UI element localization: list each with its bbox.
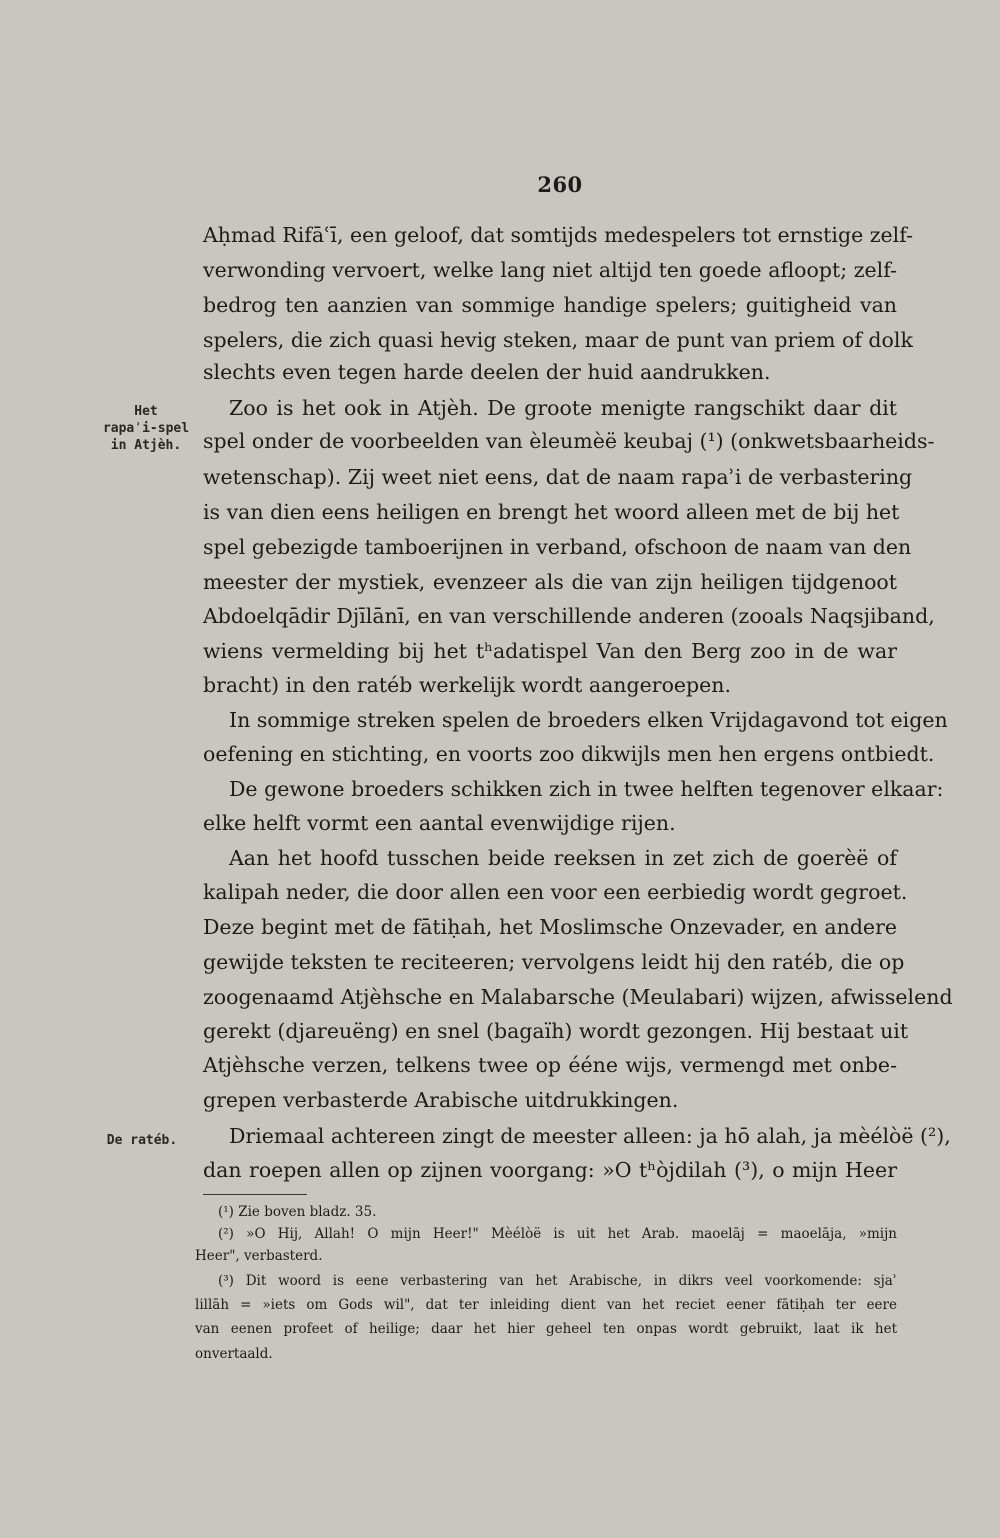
text-line: De gewone broeders schikken zich in twee helften tegenover elkaar: (229, 777, 944, 801)
text-line: spel onder de voorbeelden van èleumèë keubaj (¹) (onkwetsbaarheids- (203, 429, 935, 453)
text-line: wiens vermelding bij het tʰadatispel Van den Berg zoo in de war (203, 639, 897, 663)
text-line: gewijde teksten te reciteeren; vervolgens leidt hij den ratéb, die op (203, 950, 905, 974)
text-line: zoogenaamd Atjèhsche en Malabarsche (Meulabari) wijzen, afwisselend (203, 985, 953, 1009)
footnote-line: Heer", verbasterd. (195, 1248, 323, 1264)
footnote-divider (203, 1194, 307, 1195)
text-line: Driemaal achtereen zingt de meester alleen: ja hō alah, ja mèélòë (²), (229, 1124, 951, 1148)
text-line: Abdoelqādir Djīlānī, en van verschillende anderen (zooals Naqsjiband, (203, 604, 935, 628)
text-line: Deze begint met de fātiḥah, het Moslimsche Onzevader, en andere (203, 915, 897, 939)
text-line: bedrog ten aanzien van sommige handige spelers; guitigheid van (203, 293, 897, 317)
text-line: wetenschap). Zij weet niet eens, dat de naam rapaʾi de verbastering (203, 465, 913, 489)
text-line: meester der mystiek, evenzeer als die van zijn heiligen tijdgenoot (203, 570, 897, 594)
footnote-line: (³) Dit woord is eene verbastering van het Arabische, in dikrs veel voorkomende: sjaʾ (218, 1273, 897, 1289)
text-line: Aḥmad Rifāʿī, een geloof, dat somtijds medespelers tot ernstige zelf- (203, 223, 914, 247)
text-line: dan roepen allen op zijnen voorgang: »O tʰòjdilah (³), o mijn Heer (203, 1158, 897, 1182)
text-line: is van dien eens heiligen en brengt het woord alleen met de bij het (203, 500, 900, 524)
footnote-line: lillāh = »iets om Gods wil", dat ter inleiding dient van het reciet eener fātiḥah ter eere (195, 1297, 897, 1313)
text-line: spel gebezigde tamboerijnen in verband, ofschoon de naam van den (203, 535, 912, 559)
text-line: kalipah neder, die door allen een voor een eerbiedig wordt gegroet. (203, 880, 908, 904)
text-line: In sommige streken spelen de broeders elken Vrijdagavond tot eigen (229, 708, 948, 732)
margin-note-rapai (96, 403, 196, 454)
text-line: Atjèhsche verzen, telkens twee op ééne wijs, vermengd met onbe- (203, 1053, 897, 1077)
margin-note-line: rapaʾi-spel (102, 421, 190, 436)
text-line: oefening en stichting, en voorts zoo dikwijls men hen ergens ontbiedt. (203, 742, 935, 766)
footnote-line: (²) »O Hij, Allah! O mijn Heer!" Mèélòë is uit het Arab. maoelāj = maoelāja, »mijn (218, 1226, 897, 1242)
text-line: elke helft vormt een aantal evenwijdige rijen. (203, 811, 676, 835)
page-number: 260 (537, 172, 583, 197)
text-line: Zoo is het ook in Atjèh. De groote menigte rangschikt daar dit (229, 396, 897, 420)
text-line: slechts even tegen harde deelen der huid aandrukken. (203, 360, 771, 384)
footnote-line: onvertaald. (195, 1346, 273, 1362)
margin-note-rateb: De ratéb. (106, 1133, 178, 1148)
margin-note-line: in Atjèh. (110, 438, 182, 453)
margin-note-line: Het (134, 404, 158, 419)
text-line: bracht) in den ratéb werkelijk wordt aangeroepen. (203, 673, 732, 697)
text-line: spelers, die zich quasi hevig steken, maar de punt van priem of dolk (203, 328, 913, 352)
text-line: verwonding vervoert, welke lang niet altijd ten goede afloopt; zelf- (203, 258, 897, 282)
footnote-line: van eenen profeet of heilige; daar het hier geheel ten onpas wordt gebruikt, laat ik het (195, 1321, 897, 1337)
text-line: gerekt (djareuëng) en snel (bagaïh) wordt gezongen. Hij bestaat uit (203, 1019, 909, 1043)
footnote-line: (¹) Zie boven bladz. 35. (218, 1204, 377, 1220)
text-line: Aan het hoofd tusschen beide reeksen in zet zich de goerèë of (229, 846, 897, 870)
text-line: grepen verbasterde Arabische uitdrukkingen. (203, 1088, 679, 1112)
